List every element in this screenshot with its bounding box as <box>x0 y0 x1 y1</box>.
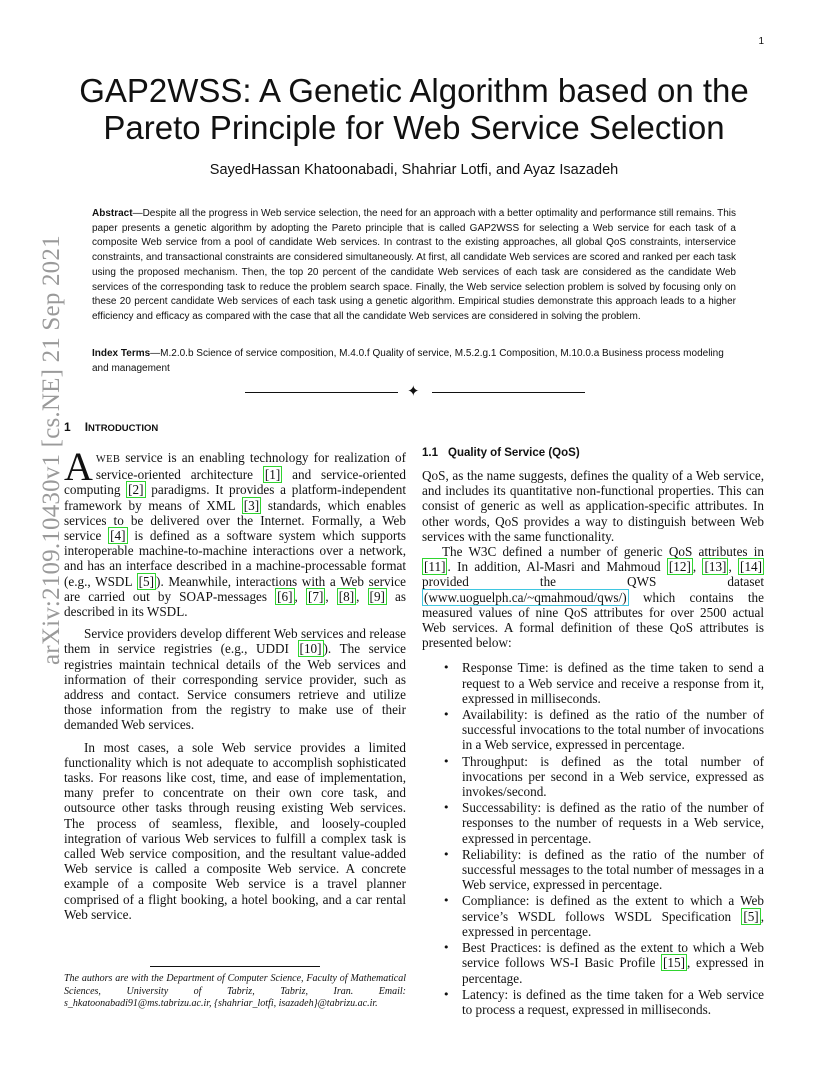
index-terms-label: Index Terms <box>92 348 151 359</box>
footnote-rule <box>150 966 320 967</box>
section-title-initial: I <box>84 420 89 434</box>
list-item <box>443 660 764 706</box>
title-line-2: Pareto Principle for Web Service Selection <box>103 109 725 146</box>
text-run: service is an enabling technology for realization of service-oriented architecture <box>95 450 406 483</box>
text-run: as described in its WSDL. <box>64 588 407 620</box>
list-item-text: Availability: is defined as the ratio of the number of successful invocations to the total number of invocations in a Web service, expressed in percentage. <box>462 707 764 753</box>
list-item-text: Response Time: is defined as the time taken to send a request to a Web service and receive a response from it, expressed in milliseconds. <box>462 660 764 706</box>
drop-cap: A <box>64 444 93 489</box>
list-item-text: Compliance: is defined as the extent to which a Web service’s WSDL follows WSDL Specification <box>462 893 764 924</box>
citation-link[interactable]: [5] <box>138 573 155 589</box>
list-item <box>443 940 764 986</box>
text-run: , <box>356 588 368 604</box>
list-item <box>443 707 764 753</box>
author-affiliation-footnote: The authors are with the Department of Computer Science, Faculty of Mathematical Sciences, University of Tabriz, Tabriz, Iran. Email: s_hkatoonabadi91@ms.tabrizu.ac.ir, {shahriar_lotfi, isazadeh}@tabrizu.ac.ir. <box>64 973 406 1009</box>
text-run: which contains the measured values of nine QoS attributes for over 2500 actual Web services. A formal definition of these QoS attributes is presented below: <box>422 589 764 651</box>
subsection-number: 1.1 <box>422 447 438 459</box>
bullet-icon: • <box>443 801 450 815</box>
subsection-heading-qos <box>422 446 764 461</box>
text-run: is defined as a software system which supports interoperable machine-to-machine interactions over a network, and has an interface described in a machine-processable format (e.g., WSDL <box>64 528 407 589</box>
citation-link[interactable]: [11] <box>424 559 446 575</box>
bullet-icon: • <box>443 754 450 768</box>
qos-paragraph-1: QoS, as the name suggests, defines the quality of a Web service, and includes its quantitative non-functional properties. This can consist of generic as well as application-specific attributes. In other words, QoS provides a way to distinguish between Web services with the same functionality. <box>422 468 764 544</box>
right-column <box>422 446 764 1018</box>
list-item <box>443 800 764 846</box>
bullet-icon: • <box>443 987 450 1001</box>
citation-link[interactable]: [12] <box>668 559 691 575</box>
bullet-icon: • <box>443 661 450 675</box>
text-run: The W3C defined a number of generic QoS attributes in <box>442 544 764 560</box>
citation-link[interactable]: [13] <box>704 559 727 575</box>
intro-paragraph-2 <box>64 626 406 732</box>
list-item-text: Best Practices: is defined as the extent to which a Web service follows WS-I Basic Profile <box>462 940 764 971</box>
list-item-text: Throughput: is defined as the total number of invocations per second in a Web service, expressed as invokes/second. <box>462 753 764 800</box>
intro-paragraph-3: In most cases, a sole Web service provides a limited functionality which is not adequate to accomplish sophisticated tasks. For reasons like cost, time, and ease of implementation, many prefer to concentrate on their own core task, and outsource other tasks through reusing existing Web services. The process of seamless, flexible, and loosely-coupled integration of various Web services to fulfill a complex task is called Web service composition, and the resultant value-added Web service is called a composite Web service. A concrete example of a composite Web service is a travel planner comprised of a flight booking, a hotel booking, and a car rental Web service. <box>64 739 406 922</box>
divider-line-right <box>432 392 585 393</box>
section-number: 1 <box>64 420 71 434</box>
list-item-text: , expressed in percentage. <box>462 955 764 986</box>
text-run: . In addition, Al-Masri and Mahmoud <box>447 559 667 575</box>
index-terms <box>92 347 736 376</box>
qos-paragraph-2 <box>422 544 764 650</box>
citation-link[interactable]: [7] <box>307 588 324 604</box>
citation-link[interactable]: [3] <box>243 497 260 513</box>
text-run: ). The service registries maintain technical details of the Web services and information of their corresponding service provider, such as address and contact. Service consumers retrieve and utilize those information from the registry to make use of their demanded Web services. <box>64 641 407 733</box>
abstract <box>92 207 736 325</box>
intro-paragraph-1 <box>64 444 407 620</box>
authors: SayedHassan Khatoonabadi, Shahriar Lotfi, and Ayaz Isazadeh <box>209 162 619 178</box>
citation-link[interactable]: [5] <box>743 908 759 924</box>
citation-link[interactable]: [15] <box>663 955 685 971</box>
page-number: 1 <box>758 36 764 47</box>
abstract-text: —Despite all the progress in Web service selection, the need for an approach with a better optimality and performance still remains. This paper presents a genetic algorithm by adopting the Pareto principle that is called GAP2WSS for selecting a Web service for each task of a composite Web service from a pool of candidate Web services. In contrast to the existing approaches, all global QoS constraints, interservice constraints, and transactional constraints are considered simultaneously. At first, all candidate Web services are scored and ranked per each task using the proposed mechanism. Then, the top 20 percent of the candidate Web services of each task are considered as the candidate Web services of the corresponding task to reduce the problem search space. Finally, the Web service selection problem is solved by focusing only on these 20 percent candidate Web services of each task using a genetic algorithm. Empirical studies demonstrate this approach leads to a higher efficiency and efficacy as compared with the case that all the candidate Web services are considered in solving the problem. <box>92 208 736 322</box>
title-line-1: GAP2WSS: A Genetic Algorithm based on the <box>79 72 749 109</box>
section-title-rest: NTRODUCTION <box>88 423 159 434</box>
bullet-icon: • <box>443 708 450 722</box>
dataset-url-link[interactable]: (www.uoguelph.ca/~qmahmoud/qws/) <box>424 589 627 605</box>
qos-attribute-list <box>422 660 764 1017</box>
text-run: and service-oriented computing <box>64 467 406 498</box>
citation-link[interactable]: [1] <box>264 467 281 483</box>
citation-link[interactable]: [2] <box>128 482 144 498</box>
list-item-text: Reliability: is defined as the ratio of the number of successful messages to the total number of messages in a Web service, expressed in percentage. <box>462 846 764 893</box>
text-run: Service providers develop different Web services and release them in service registries (e.g., UDDI <box>64 626 406 657</box>
section-divider <box>245 382 585 400</box>
citation-link[interactable]: [6] <box>277 588 293 604</box>
diamond-star-icon: ✦ <box>407 382 420 400</box>
text-run: , <box>325 588 337 604</box>
list-item <box>443 986 764 1017</box>
text-run: , <box>728 559 739 575</box>
arxiv-identifier[interactable]: arXiv:2109.10430v1 [cs.NE] 21 Sep 2021 <box>38 235 65 665</box>
bullet-icon: • <box>443 894 450 908</box>
text-run: provided the QWS dataset <box>422 574 764 590</box>
list-item-text: , expressed in percentage. <box>462 908 764 939</box>
text-run: , <box>294 588 306 604</box>
citation-link[interactable]: [14] <box>740 559 763 575</box>
paper-title <box>60 72 768 146</box>
list-item <box>443 753 764 800</box>
list-item <box>443 893 764 939</box>
divider-line-left <box>245 392 398 393</box>
left-column <box>64 420 406 922</box>
abstract-label: Abstract <box>92 208 133 219</box>
bullet-icon: • <box>443 847 450 861</box>
list-item-text: Successability: is defined as the ratio of the number of responses to the number of requests in a Web service, expressed in percentage. <box>462 800 764 846</box>
bullet-icon: • <box>443 941 450 955</box>
list-item-text: Latency: is defined as the time taken for a Web service to process a request, expressed in milliseconds. <box>462 986 764 1017</box>
citation-link[interactable]: [8] <box>338 588 355 604</box>
citation-link[interactable]: [9] <box>369 588 385 604</box>
list-item <box>443 846 764 893</box>
index-terms-text: —M.2.0.b Science of service composition, M.4.0.f Quality of service, M.5.2.g.1 Composition, M.10.0.a Business process modeling and management <box>92 348 724 374</box>
subsection-title: Quality of Service (QoS) <box>448 447 580 459</box>
text-run: paradigms. It provides a platform-independent framework by means of XML <box>64 482 406 513</box>
text-run: standards, which enables services to be delivered over the Internet. Formally, a Web service <box>64 497 406 544</box>
smallcaps-word: WEB <box>95 454 121 465</box>
citation-link[interactable]: [10] <box>299 641 322 657</box>
citation-link[interactable]: [4] <box>110 528 126 544</box>
text-run: , <box>692 559 703 575</box>
section-heading-introduction <box>64 420 406 436</box>
text-run: ). Meanwhile, interactions with a Web service are carried out by SOAP-messages <box>64 573 406 604</box>
